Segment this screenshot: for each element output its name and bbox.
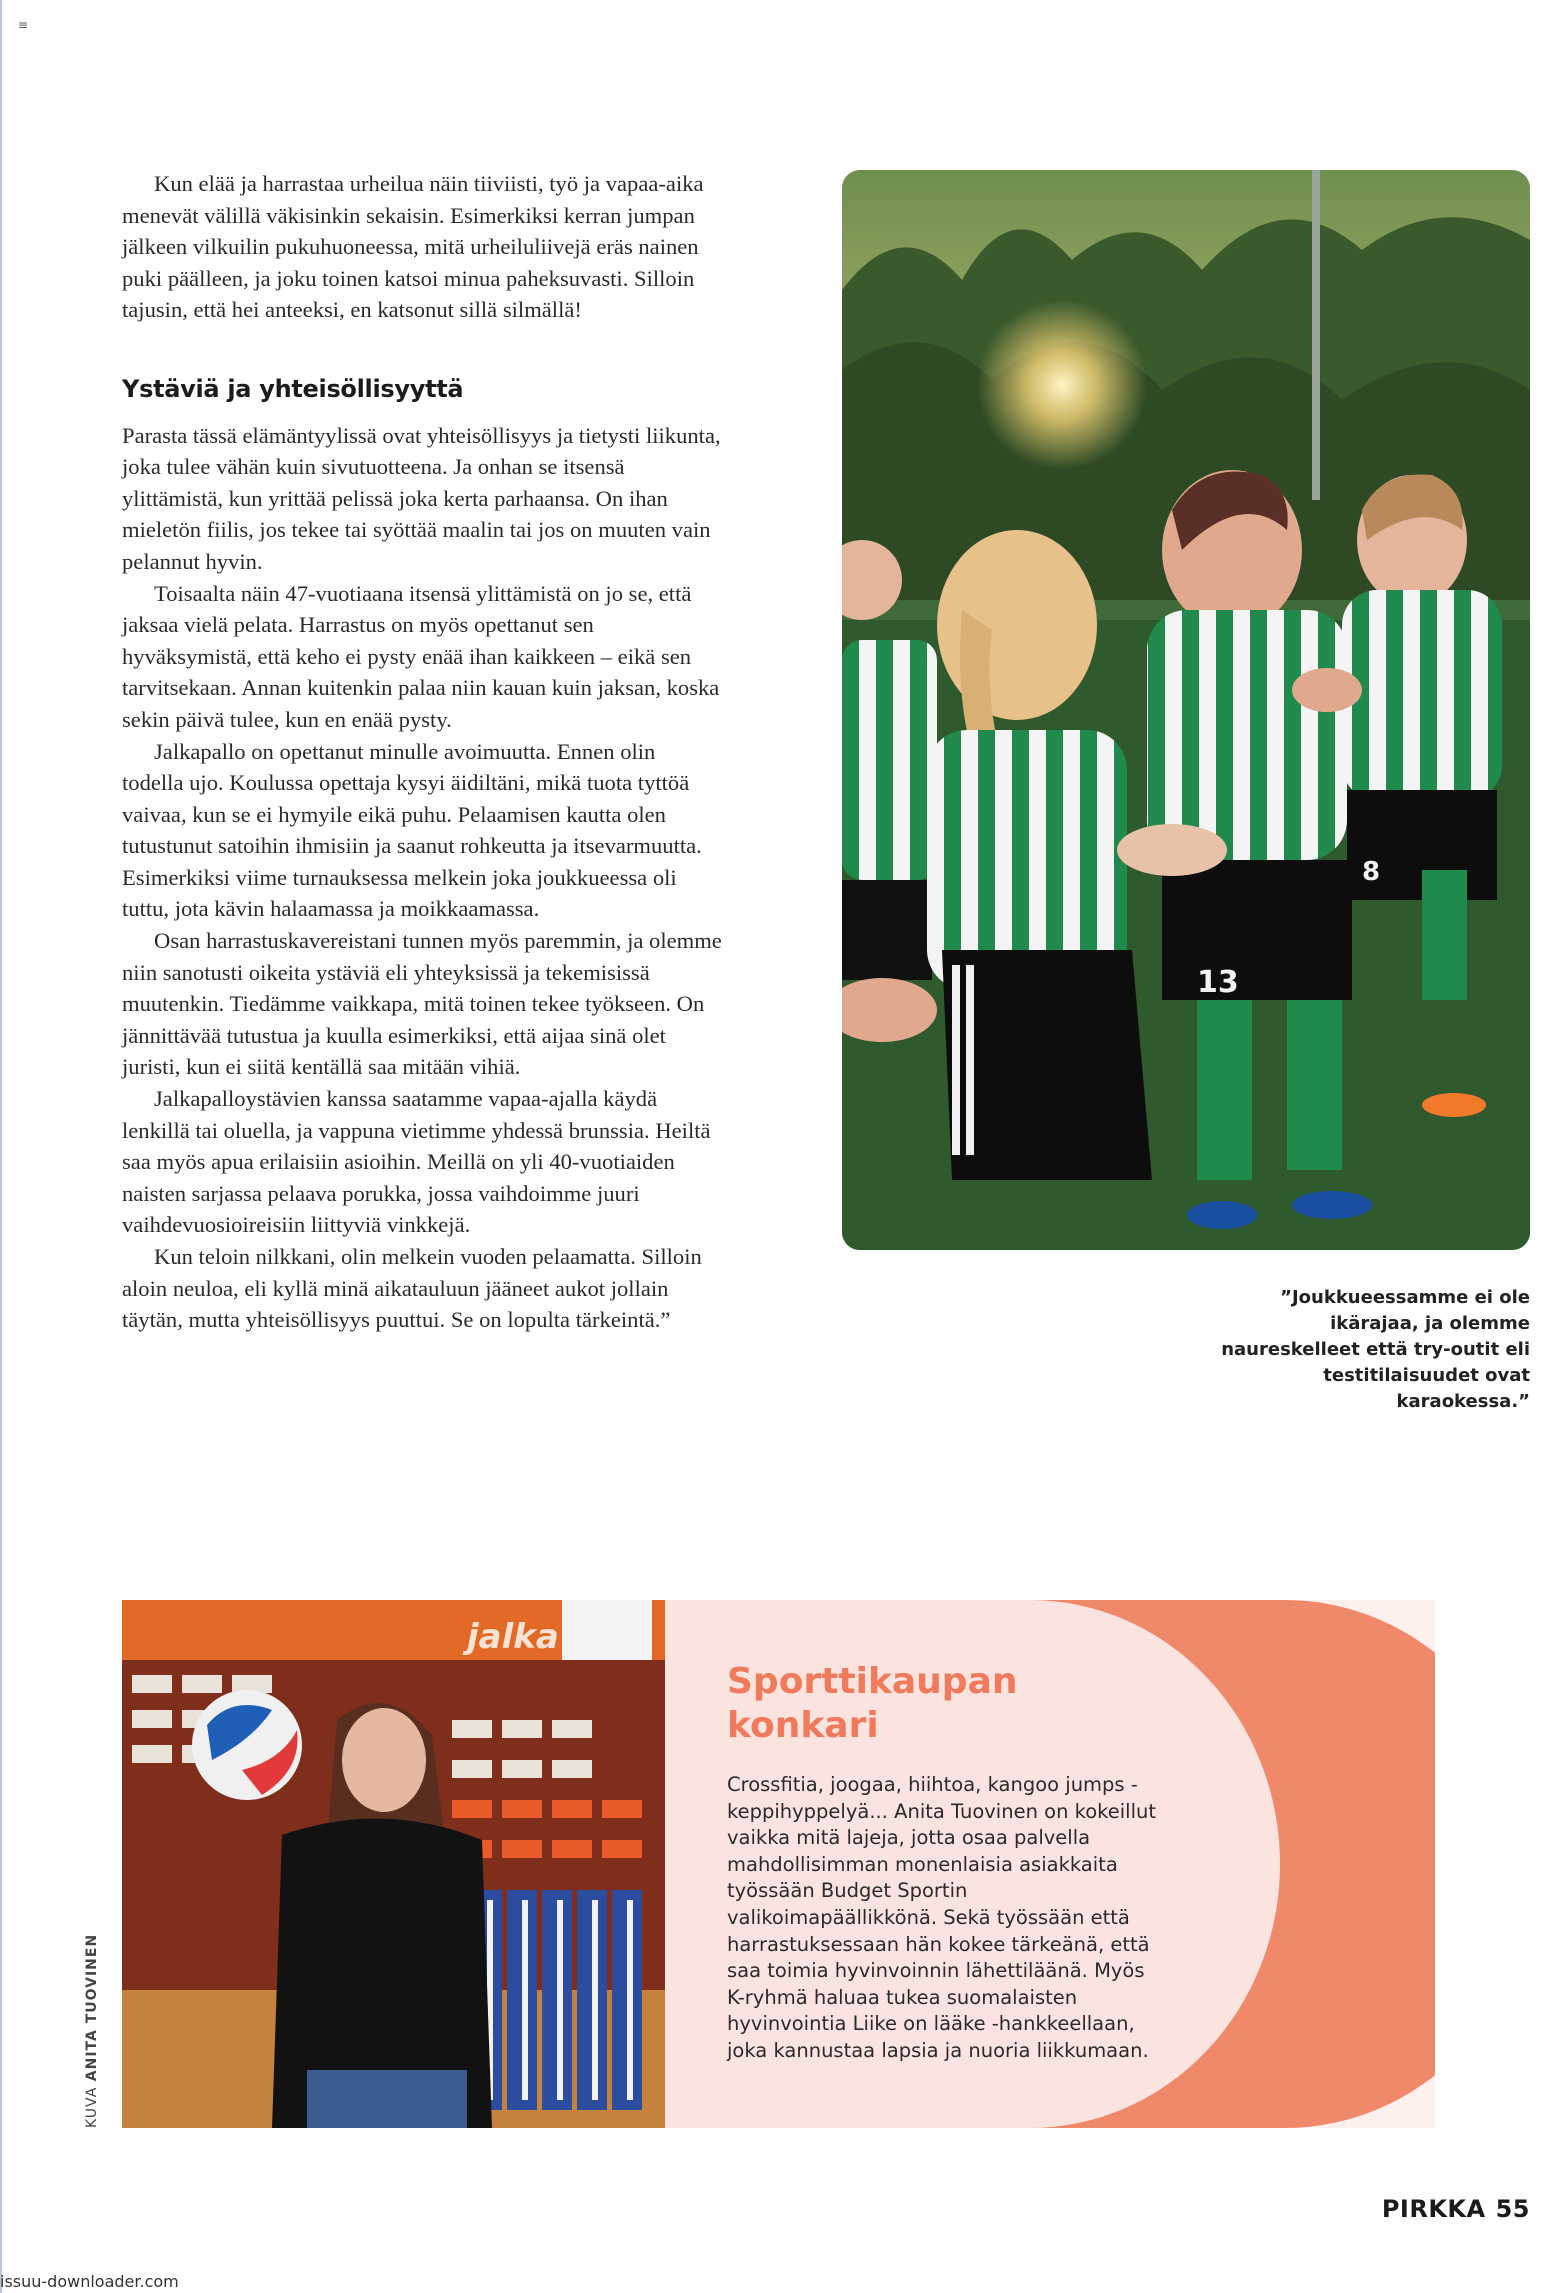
article-body xyxy=(122,168,722,1336)
section-heading: Ystäviä ja yhteisöllisyyttä xyxy=(122,374,464,403)
store-sign-text: jalka xyxy=(467,1617,559,1657)
jersey-number-13: 13 xyxy=(1197,965,1239,1000)
paragraph-2: Toisaalta näin 47-vuotiaana itsensä ylittämistä on jo se, että jaksaa vielä pelata. Harrastus on myös opettanut sen hyväksymistä, että keho ei pysty enää ihan kaikkeen – eikä sen tarvitsekaan. Annan kuitenkin palaa niin kauan kuin jaksan, koska sekin päivä tulee, kun en enää pysty. xyxy=(122,580,720,732)
magazine-name: PIRKKA xyxy=(1381,2195,1486,2223)
paragraph-5: Jalkapalloystävien kanssa saatamme vapaa-ajalla käydä lenkillä tai oluella, ja vappuna vietimme yhdessä brunssia. Heiltä saa myös apua erilaisiin asioihin. Meillä on yli 40-vuotiaiden naisten sarjassa pelaava porukka, jossa vaihdoimme juuri vaihdevuosioireisiin liittyviä vinkkejä. xyxy=(122,1086,711,1238)
credit-name: ANITA TUOVINEN xyxy=(84,1933,100,2082)
sidebar-text: Crossfitia, joogaa, hiihtoa, kangoo jumps -keppihyppelyä... Anita Tuovinen on kokeillut vaikka mitä lajeja, jotta osaa palvella mahdollisimman monenlaisia asiakkaita työssään Budget Sportin valikoimapäällikkönä. Sekä työssään että harrastuksessaan hän kokee tärkeänä, että saa toimia hyvinvoinnin lähettiläänä. Myös K-ryhmä haluaa tukea suomalaisten hyvinvointia Liike on lääke -hankkeellaan, joka kannustaa lapsia ja nuoria liikkumaan. xyxy=(727,1773,1157,2062)
paragraph-1: Parasta tässä elämäntyylissä ovat yhteisöllisyys ja tietysti liikunta, joka tulee vähän kuin sivutuotteena. Ja onhan se itsensä ylittämistä, kun yrittää pelissä joka kerta parhaansa. On ihan mieletön fiilis, jos tekee tai syöttää maalin tai jos on muuten vain pelannut hyvin. xyxy=(122,422,721,574)
top-menu-mark: ≡ xyxy=(18,18,29,32)
intro-paragraph: Kun elää ja harrastaa urheilua näin tiiviisti, työ ja vapaa-aika menevät välillä väkisinkin sekaisin. Esimerkiksi kerran jumpan jälkeen vilkuilin pukuhuoneessa, mitä urheiluliivejä eräs nainen puki päälleen, ja joku toinen katsoi minua paheksuvasti. Silloin tajusin, että hei anteeksi, en katsonut sillä silmällä! xyxy=(122,171,704,323)
page-edge-line xyxy=(0,0,2,2293)
photo-credit xyxy=(84,1934,100,2128)
store-photo xyxy=(122,1600,665,2128)
paragraph-4: Osan harrastuskavereistani tunnen myös paremmin, ja olemme niin sanotusti oikeita ystäviä eli yhteyksissä ja tekemisissä muutenkin. Tiedämme vaikkapa, mitä toinen tekee työkseen. On jännittävää tutustua ja kuulla esimerkiksi, että aijaa sinä olet juristi, kun ei siitä kentällä saa mitään vihiä. xyxy=(122,928,722,1080)
paragraph-3: Jalkapallo on opettanut minulle avoimuutta. Ennen olin todella ujo. Koulussa opettaja kysyi äidiltäni, mikä tuota tyttöä vaivaa, kun se ei hymyile eikä puhu. Pelaamisen kautta olen tutustunut satoihin ihmisiin ja saanut rohkeutta ja itsevarmuutta. Esimerkiksi viime turnauksessa melkein joka joukkueessa oli tuttu, jota kävin halaamassa ja moikkaamassa. xyxy=(122,738,702,922)
page-number: 55 xyxy=(1495,2195,1530,2223)
photo-quote: ”Joukkueessamme ei ole ikärajaa, ja olemme naureskelleet että try-outit eli testitilaisuudet ovat karaokessa.” xyxy=(1221,1287,1530,1412)
sidebar-title: Sporttikaupan konkari xyxy=(727,1661,1018,1746)
page-footer xyxy=(1382,2195,1530,2223)
credit-label: KUVA xyxy=(84,2086,100,2128)
team-photo xyxy=(842,170,1530,1250)
jersey-number-8: 8 xyxy=(1362,857,1381,887)
paragraph-6: Kun teloin nilkkani, olin melkein vuoden pelaamatta. Silloin aloin neuloa, eli kyllä minä aikatauluun jääneet aukot jollain täytän, mutta yhteisöllisyys puuttui. Se on lopulta tärkeintä.” xyxy=(122,1244,702,1333)
watermark: issuu-downloader.com xyxy=(0,2272,179,2291)
